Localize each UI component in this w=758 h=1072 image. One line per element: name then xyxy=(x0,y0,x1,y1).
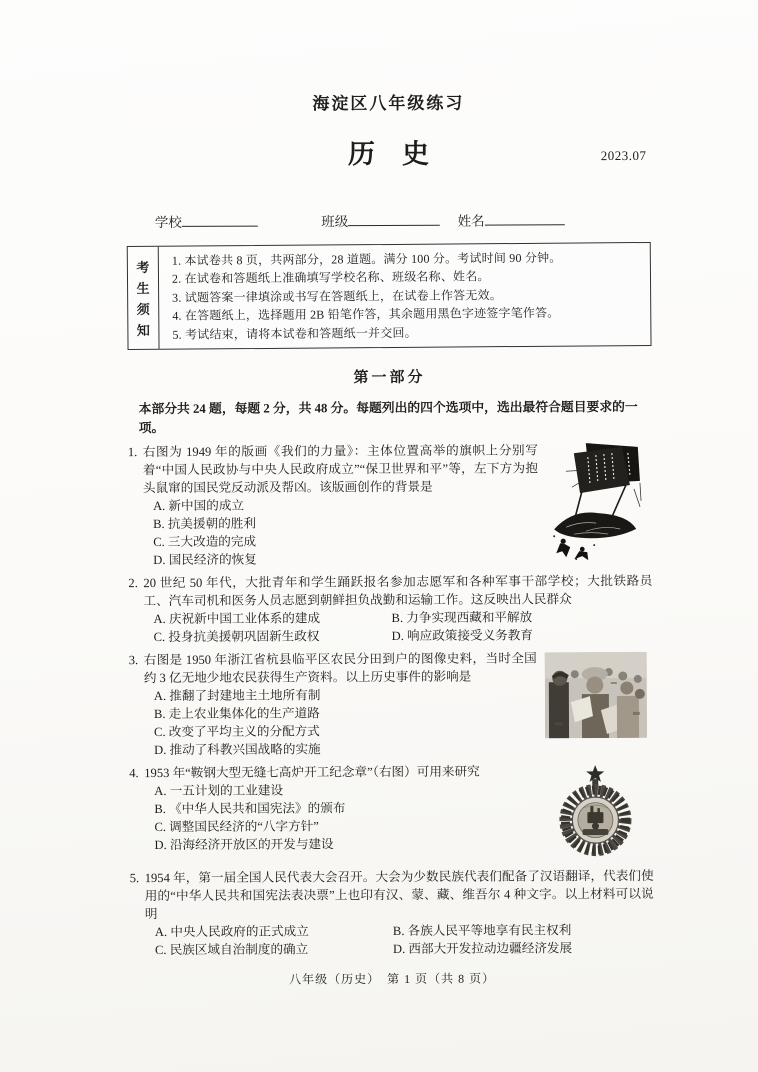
question-body xyxy=(143,572,652,646)
notice-side-label xyxy=(128,247,160,349)
notice-item: 4. 在答题纸上，选择题用 2B 铅笔作答，其余题用黑色字迹签字笔作答。 xyxy=(172,305,560,323)
part1-instructions: 本部分共 24 题，每题 2 分，共 48 分。每题列出的四个选项中，选出最符合题目要求的一项。 xyxy=(138,399,638,436)
question-stem: 1953 年“鞍钢大型无缝七高炉开工纪念章”（右图）可用来研究 xyxy=(144,764,480,781)
q1-propaganda-woodcut-image xyxy=(546,441,643,561)
question-number: 4. xyxy=(129,766,139,781)
question-stem: 右图为 1949 年的版画《我们的力量》：主体位置高举的旗帜上分别写着“中国人民政协与中央人民政府成立”“保卫世界和平”等，左下方为抱头鼠窜的国民党反动派及帮凶。该版画创作的背景是 xyxy=(142,443,538,496)
option-a: A. 推翻了封建地主土地所有制 xyxy=(153,688,321,704)
class-blank-line xyxy=(348,211,440,226)
question-body xyxy=(143,441,653,569)
option-a: A. 新中国的成立 xyxy=(153,498,245,514)
question-number: 5. xyxy=(129,871,140,886)
q4-commemorative-badge-image xyxy=(551,763,639,859)
notice-side-char: 知 xyxy=(136,322,150,338)
option-d: D. 推动了科教兴国战略的实施 xyxy=(154,742,321,758)
option-b: B. 抗美援朝的胜利 xyxy=(153,516,257,532)
option-c: C. 调整国民经济的“八字方针” xyxy=(154,819,319,835)
notice-side-char: 须 xyxy=(136,301,150,317)
option-d: D. 国民经济的恢复 xyxy=(153,552,257,568)
school-field-label: 学校 xyxy=(154,214,182,231)
question-options xyxy=(145,921,654,959)
question-stem: 右图是 1950 年浙江省杭县临平区农民分田到户的图像史料，当时全国约 3 亿无地少地农民获得生产资料。以上历史事件的影响是 xyxy=(143,651,537,686)
notice-item: 5. 考试结束，请将本试卷和答题纸一并交回。 xyxy=(172,325,417,342)
class-field xyxy=(321,210,440,231)
option-d: D. 沿海经济开放区的开发与建设 xyxy=(154,837,334,853)
option-d: D. 响应政策接受义务教育 xyxy=(391,628,533,644)
option-b: B. 《中华人民共和国宪法》的颁布 xyxy=(154,801,346,817)
question-number: 2. xyxy=(128,576,138,591)
option-a: A. 庆祝新中国工业体系的建成 xyxy=(153,611,321,627)
notice-item: 3. 试题答案一律填涂或书写在答题纸上，在试卷上作答无效。 xyxy=(172,287,502,305)
question-options xyxy=(144,608,653,646)
question-4 xyxy=(129,762,653,864)
question-5 xyxy=(130,867,654,959)
notice-list xyxy=(159,243,651,349)
option-b: B. 走上农业集体化的生产道路 xyxy=(153,706,320,722)
option-c: C. 投身抗美援朝巩固新生政权 xyxy=(153,629,320,645)
option-c: C. 民族区域自治制度的确立 xyxy=(154,942,309,958)
name-field-label: 姓名 xyxy=(457,213,485,229)
question-2 xyxy=(128,572,652,646)
question-body xyxy=(144,762,653,864)
notice-side-char: 考 xyxy=(136,259,150,275)
question-stem: 20 世纪 50 年代，大批青年和学生踊跃报名参加志愿军和各种军事干部学校；大批铁路员工、汽车司机和医务人员志愿到朝鲜担负战勤和运输工作。这反映出人民群众 xyxy=(143,573,653,609)
q3-land-reform-photo xyxy=(545,652,647,738)
school-blank-line xyxy=(182,212,258,227)
question-body xyxy=(144,649,653,759)
question-stem: 1954 年，第一届全国人民代表大会召开。大会为少数民族代表们配备了汉语翻译，代表们使用的“中华人民共和国宪法表决票”上也印有汉、蒙、藏、维吾尔 4 种文字。以上材料可以说明 xyxy=(144,868,654,922)
exam-date: 2023.07 xyxy=(600,147,647,164)
notice-side-char: 生 xyxy=(136,280,150,296)
notice-item: 1. 本试卷共 8 页，共两部分，28 道题。满分 100 分。考试时间 90 分钟。 xyxy=(171,250,562,268)
student-info-row xyxy=(127,209,651,233)
exam-series-title: 海淀区八年级练习 xyxy=(312,93,465,114)
name-blank-line xyxy=(485,210,565,225)
question-1 xyxy=(128,441,653,569)
name-field xyxy=(458,209,565,229)
option-c: C. 三大改造的完成 xyxy=(153,534,257,550)
question-3 xyxy=(129,649,653,759)
subject-title: 历 史 xyxy=(347,138,430,170)
page-content xyxy=(126,0,654,989)
page-footer: 八年级（历史） 第 1 页（共 8 页） xyxy=(289,971,496,987)
title-row xyxy=(126,135,650,173)
option-a: A. 一五计划的工业建设 xyxy=(154,783,284,799)
notice-item: 2. 在试卷和答题纸上准确填写学校名称、班级名称、姓名。 xyxy=(171,269,490,287)
question-number: 1. xyxy=(127,445,138,460)
school-field xyxy=(155,211,258,231)
option-c: C. 改变了平均主义的分配方式 xyxy=(154,724,320,740)
part1-heading: 第一部分 xyxy=(353,369,426,387)
option-d: D. 西部大开发拉动边疆经济发展 xyxy=(392,941,573,957)
option-b: B. 力争实现西藏和平解放 xyxy=(391,610,533,626)
question-body xyxy=(145,867,654,959)
question-number: 3. xyxy=(128,653,139,668)
candidate-notice-box xyxy=(127,242,652,350)
class-field-label: 班级 xyxy=(321,214,349,230)
option-a: A. 中央人民政府的正式成立 xyxy=(154,924,309,940)
option-b: B. 各族人民平等地享有民主权利 xyxy=(392,923,572,939)
